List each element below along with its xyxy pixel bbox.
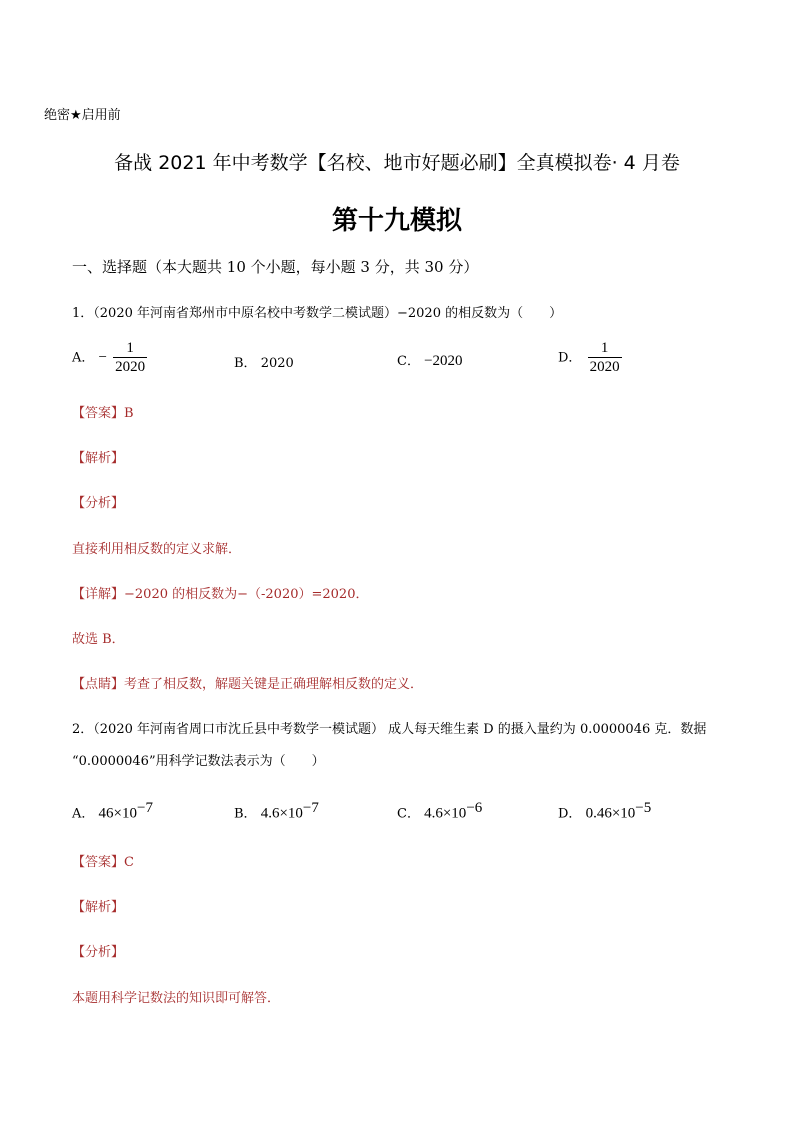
q2-option-d-exponent: −5 — [635, 800, 652, 816]
exam-subtitle: 第十九模拟 — [331, 206, 462, 236]
q1-option-c-label: C． — [397, 354, 420, 369]
q1-analysis-tag: 【解析】 — [72, 451, 125, 466]
q1-comment-tag: 【点睛】 — [72, 677, 125, 692]
q1-detail-text: −2020 的相反数为−（-2020）=2020． — [124, 587, 369, 602]
q1-option-a-label: A． — [72, 350, 95, 366]
q1-option-d — [558, 340, 622, 376]
q1-option-c-value: −2020 — [424, 353, 463, 369]
top-secret-label: 绝密★启用前 — [44, 108, 121, 123]
q1-answer — [72, 402, 134, 421]
q2-stem-line2: “0.0000046”用科学记数法表示为（ ） — [72, 754, 325, 769]
q1-option-c — [397, 350, 463, 370]
q2-option-b-exponent: −7 — [302, 800, 319, 816]
q2-stem-line1: 2．（2020 年河南省周口市沈丘县中考数学一模试题） 成人每天维生素 D 的摄入量约为 0.0000046 克．数据 — [72, 722, 707, 737]
q2-answer-value: C — [124, 855, 134, 870]
q2-answer — [72, 851, 134, 870]
q1-comment-text: 考查了相反数，解题关键是正确理解相反数的定义． — [124, 677, 424, 692]
q1-option-d-fraction — [588, 340, 622, 376]
q2-option-a-base: 46×10 — [98, 805, 137, 822]
q2-option-c-label: C． — [397, 806, 420, 822]
q1-option-d-denominator: 2020 — [589, 359, 620, 375]
q2-answer-tag: 【答案】 — [72, 855, 125, 870]
q1-option-a-sign: − — [98, 349, 107, 366]
q1-option-a — [72, 340, 147, 376]
q2-option-d-base: 0.46×10 — [585, 805, 636, 822]
q1-comment — [72, 673, 423, 692]
q2-option-b — [234, 800, 319, 822]
q1-answer-value: B — [124, 406, 134, 421]
q1-option-d-label: D． — [558, 350, 582, 366]
q2-option-a-label: A． — [72, 806, 95, 822]
q2-option-a — [72, 800, 153, 822]
q1-detail — [72, 583, 368, 602]
q2-option-d — [558, 800, 651, 822]
q2-option-b-label: B． — [234, 806, 257, 822]
q2-fenxi-tag: 【分析】 — [72, 945, 125, 960]
q2-fenxi-text: 本题用科学记数法的知识即可解答． — [72, 991, 281, 1006]
q1-stem: 1．（2020 年河南省郑州市中原名校中考数学二模试题）−2020 的相反数为（ ） — [72, 306, 563, 321]
q1-option-d-numerator: 1 — [600, 340, 609, 356]
q1-option-a-numerator: 1 — [126, 340, 134, 356]
q1-option-b-label: B． — [234, 356, 257, 371]
q1-option-a-denominator: 2020 — [115, 359, 146, 375]
q1-option-a-fraction — [113, 340, 147, 376]
q1-choose: 故选 B． — [72, 632, 125, 647]
q1-answer-tag: 【答案】 — [72, 406, 125, 421]
q2-option-c-exponent: −6 — [466, 800, 483, 816]
q2-option-c-base: 4.6×10 — [424, 805, 467, 822]
q1-fenxi-text: 直接利用相反数的定义求解． — [72, 542, 242, 557]
section-heading: 一、选择题（本大题共 10 个小题，每小题 3 分，共 30 分） — [72, 258, 479, 276]
q2-option-d-label: D． — [558, 806, 582, 822]
q2-option-b-base: 4.6×10 — [260, 805, 303, 822]
q1-fenxi-tag: 【分析】 — [72, 496, 125, 511]
exam-title: 备战 2021 年中考数学【名校、地市好题必刷】全真模拟卷· 4 月卷 — [114, 152, 680, 174]
q1-option-b-value: 2020 — [260, 356, 294, 371]
q1-detail-tag: 【详解】 — [72, 587, 125, 602]
q2-analysis-tag: 【解析】 — [72, 900, 125, 915]
q1-option-b — [234, 352, 294, 371]
q2-option-c — [397, 800, 482, 822]
q2-option-a-exponent: −7 — [137, 800, 153, 816]
